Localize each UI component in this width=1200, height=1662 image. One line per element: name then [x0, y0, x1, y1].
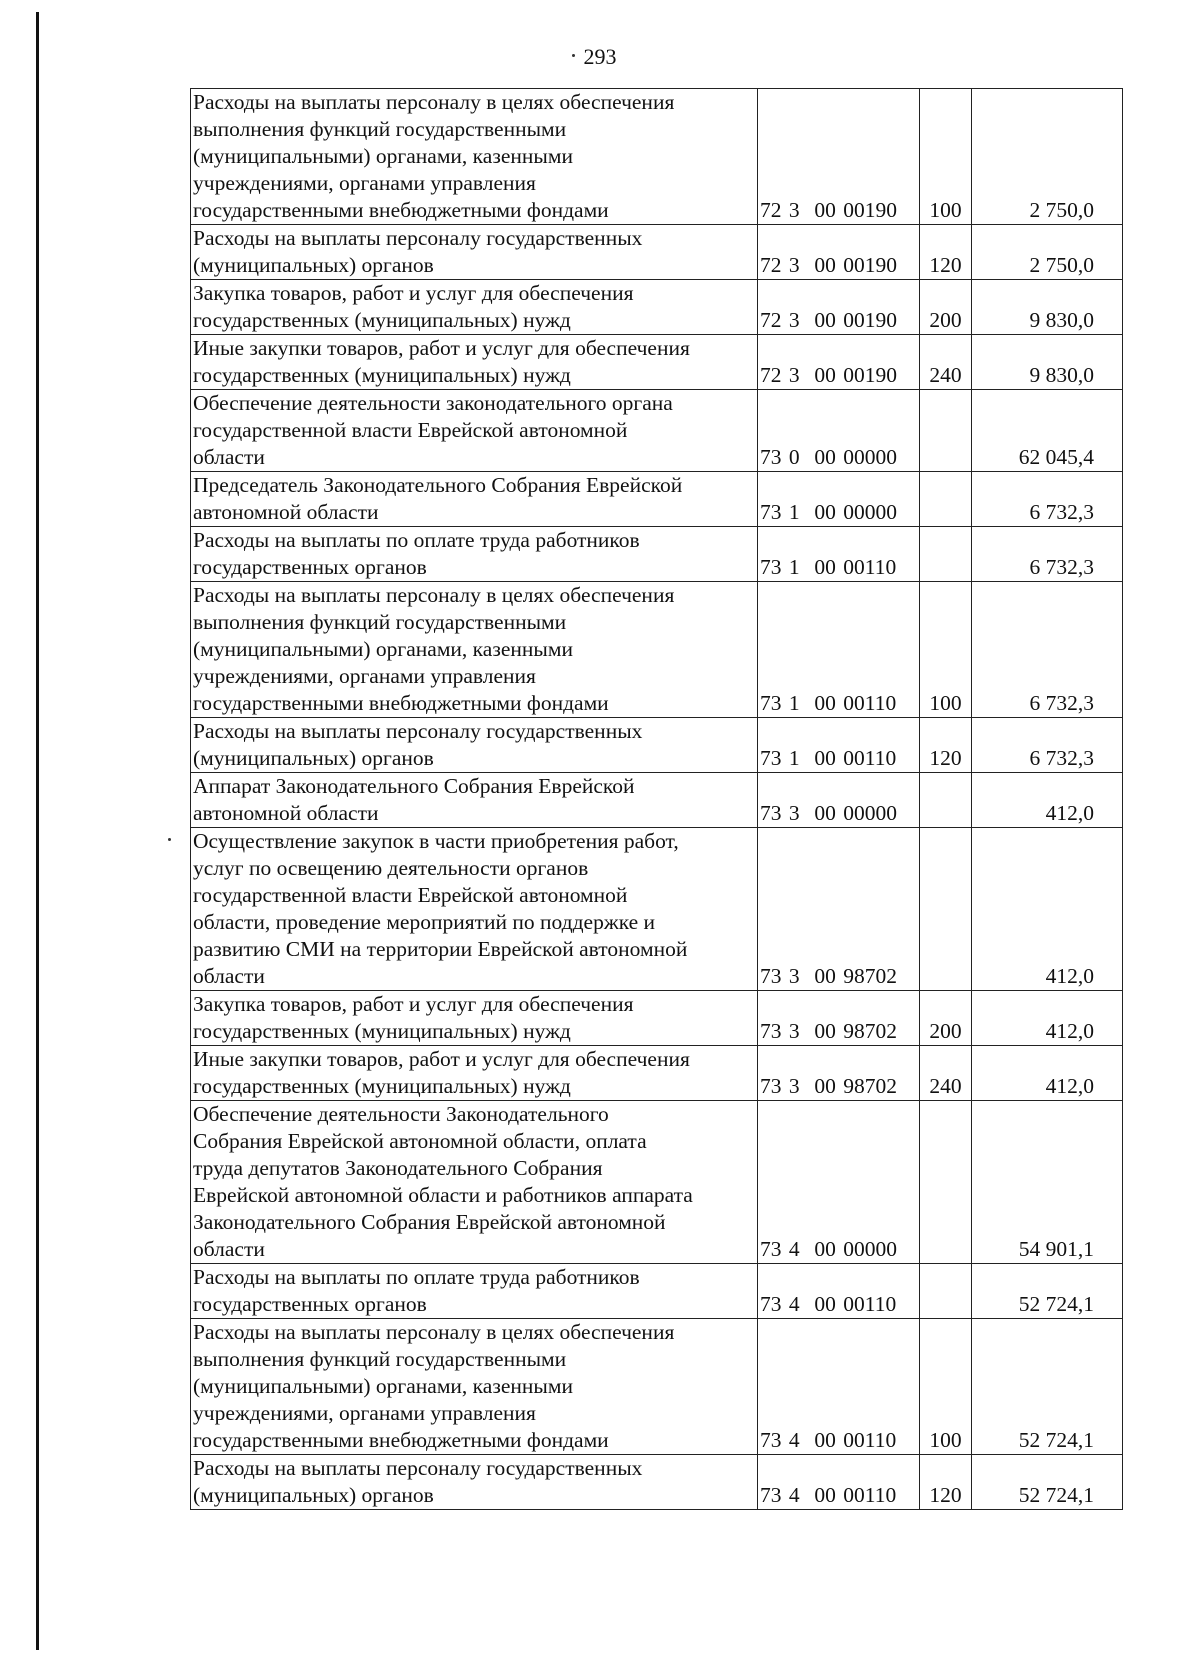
row-amount: 2 750,0 [972, 225, 1123, 280]
table-row [191, 390, 1123, 472]
binding-line [36, 12, 39, 1650]
row-target-code: 73 4 00 00110 [758, 1319, 920, 1455]
row-expense-type: 100 [920, 89, 972, 225]
table-row [191, 773, 1123, 828]
row-target-code: 73 1 00 00110 [758, 527, 920, 582]
table-row [191, 1101, 1123, 1264]
row-target-code: 73 4 00 00110 [758, 1455, 920, 1510]
row-amount: 412,0 [972, 1046, 1123, 1101]
row-description: Расходы на выплаты персоналу в целях обеспечения выполнения функций государственными (муниципальными) органами, казенными учреждениями, органами управления государственными внебюджетными фондами [191, 89, 758, 225]
row-target-code: 72 3 00 00190 [758, 335, 920, 390]
row-expense-type [920, 527, 972, 582]
row-description: Обеспечение деятельности Законодательного Собрания Еврейской автономной области, оплата труда депутатов Законодательного Собрания Еврейской автономной области и работников аппарата Законодательного Собрания Еврейской автономной области [191, 1101, 758, 1264]
table-row [191, 1455, 1123, 1510]
row-expense-type: 240 [920, 335, 972, 390]
row-expense-type: 200 [920, 280, 972, 335]
table-row [191, 991, 1123, 1046]
row-target-code: 73 1 00 00110 [758, 718, 920, 773]
row-amount: 52 724,1 [972, 1455, 1123, 1510]
row-amount: 6 732,3 [972, 472, 1123, 527]
row-expense-type [920, 472, 972, 527]
row-target-code: 73 4 00 00000 [758, 1101, 920, 1264]
table-row [191, 527, 1123, 582]
scan-speck [168, 838, 171, 841]
row-description: Закупка товаров, работ и услуг для обеспечения государственных (муниципальных) нужд [191, 280, 758, 335]
table-row [191, 582, 1123, 718]
row-target-code: 73 3 00 98702 [758, 828, 920, 991]
row-description: Обеспечение деятельности законодательного органа государственной власти Еврейской автономной области [191, 390, 758, 472]
row-amount: 6 732,3 [972, 718, 1123, 773]
row-amount: 9 830,0 [972, 280, 1123, 335]
row-amount: 52 724,1 [972, 1264, 1123, 1319]
row-target-code: 73 4 00 00110 [758, 1264, 920, 1319]
row-target-code: 72 3 00 00190 [758, 89, 920, 225]
row-expense-type [920, 1101, 972, 1264]
row-amount: 6 732,3 [972, 582, 1123, 718]
row-amount: 2 750,0 [972, 89, 1123, 225]
row-target-code: 73 3 00 00000 [758, 773, 920, 828]
row-expense-type [920, 390, 972, 472]
row-description: Расходы на выплаты персоналу государственных (муниципальных) органов [191, 1455, 758, 1510]
row-description: Расходы на выплаты персоналу государственных (муниципальных) органов [191, 718, 758, 773]
row-description: Расходы на выплаты персоналу в целях обеспечения выполнения функций государственными (муниципальными) органами, казенными учреждениями, органами управления государственными внебюджетными фондами [191, 582, 758, 718]
row-expense-type: 120 [920, 718, 972, 773]
row-target-code: 73 1 00 00000 [758, 472, 920, 527]
row-description: Председатель Законодательного Собрания Еврейской автономной области [191, 472, 758, 527]
row-description: Иные закупки товаров, работ и услуг для обеспечения государственных (муниципальных) нужд [191, 1046, 758, 1101]
row-expense-type [920, 1264, 972, 1319]
row-target-code: 73 3 00 98702 [758, 1046, 920, 1101]
table-row [191, 1319, 1123, 1455]
row-description: Расходы на выплаты по оплате труда работников государственных органов [191, 1264, 758, 1319]
row-target-code: 72 3 00 00190 [758, 225, 920, 280]
table-row [191, 718, 1123, 773]
row-description: Иные закупки товаров, работ и услуг для обеспечения государственных (муниципальных) нужд [191, 335, 758, 390]
table-body [191, 89, 1123, 1510]
table-row [191, 828, 1123, 991]
table-row [191, 280, 1123, 335]
row-amount: 412,0 [972, 828, 1123, 991]
row-expense-type: 240 [920, 1046, 972, 1101]
row-description: Расходы на выплаты персоналу в целях обеспечения выполнения функций государственными (муниципальными) органами, казенными учреждениями, органами управления государственными внебюджетными фондами [191, 1319, 758, 1455]
page-number: 293 [583, 44, 617, 69]
row-amount: 412,0 [972, 991, 1123, 1046]
table-row [191, 1264, 1123, 1319]
table-row [191, 89, 1123, 225]
row-amount: 62 045,4 [972, 390, 1123, 472]
row-expense-type [920, 828, 972, 991]
row-amount: 52 724,1 [972, 1319, 1123, 1455]
row-target-code: 72 3 00 00190 [758, 280, 920, 335]
row-expense-type: 120 [920, 225, 972, 280]
row-expense-type: 120 [920, 1455, 972, 1510]
row-amount: 412,0 [972, 773, 1123, 828]
budget-table [190, 88, 1123, 1510]
table-row [191, 1046, 1123, 1101]
row-expense-type: 100 [920, 1319, 972, 1455]
table-row [191, 225, 1123, 280]
table-row [191, 335, 1123, 390]
row-expense-type [920, 773, 972, 828]
row-target-code: 73 3 00 98702 [758, 991, 920, 1046]
row-target-code: 73 0 00 00000 [758, 390, 920, 472]
row-description: Закупка товаров, работ и услуг для обеспечения государственных (муниципальных) нужд [191, 991, 758, 1046]
row-amount: 6 732,3 [972, 527, 1123, 582]
row-description: Расходы на выплаты персоналу государственных (муниципальных) органов [191, 225, 758, 280]
row-amount: 54 901,1 [972, 1101, 1123, 1264]
row-target-code: 73 1 00 00110 [758, 582, 920, 718]
row-amount: 9 830,0 [972, 335, 1123, 390]
row-description: Расходы на выплаты по оплате труда работников государственных органов [191, 527, 758, 582]
row-expense-type: 200 [920, 991, 972, 1046]
row-description: Осуществление закупок в части приобретения работ, услуг по освещению деятельности органов государственной власти Еврейской автономной области, проведение мероприятий по поддержке и развитию СМИ на территории Еврейской автономной области [191, 828, 758, 991]
table-row [191, 472, 1123, 527]
row-expense-type: 100 [920, 582, 972, 718]
row-description: Аппарат Законодательного Собрания Еврейской автономной области [191, 773, 758, 828]
